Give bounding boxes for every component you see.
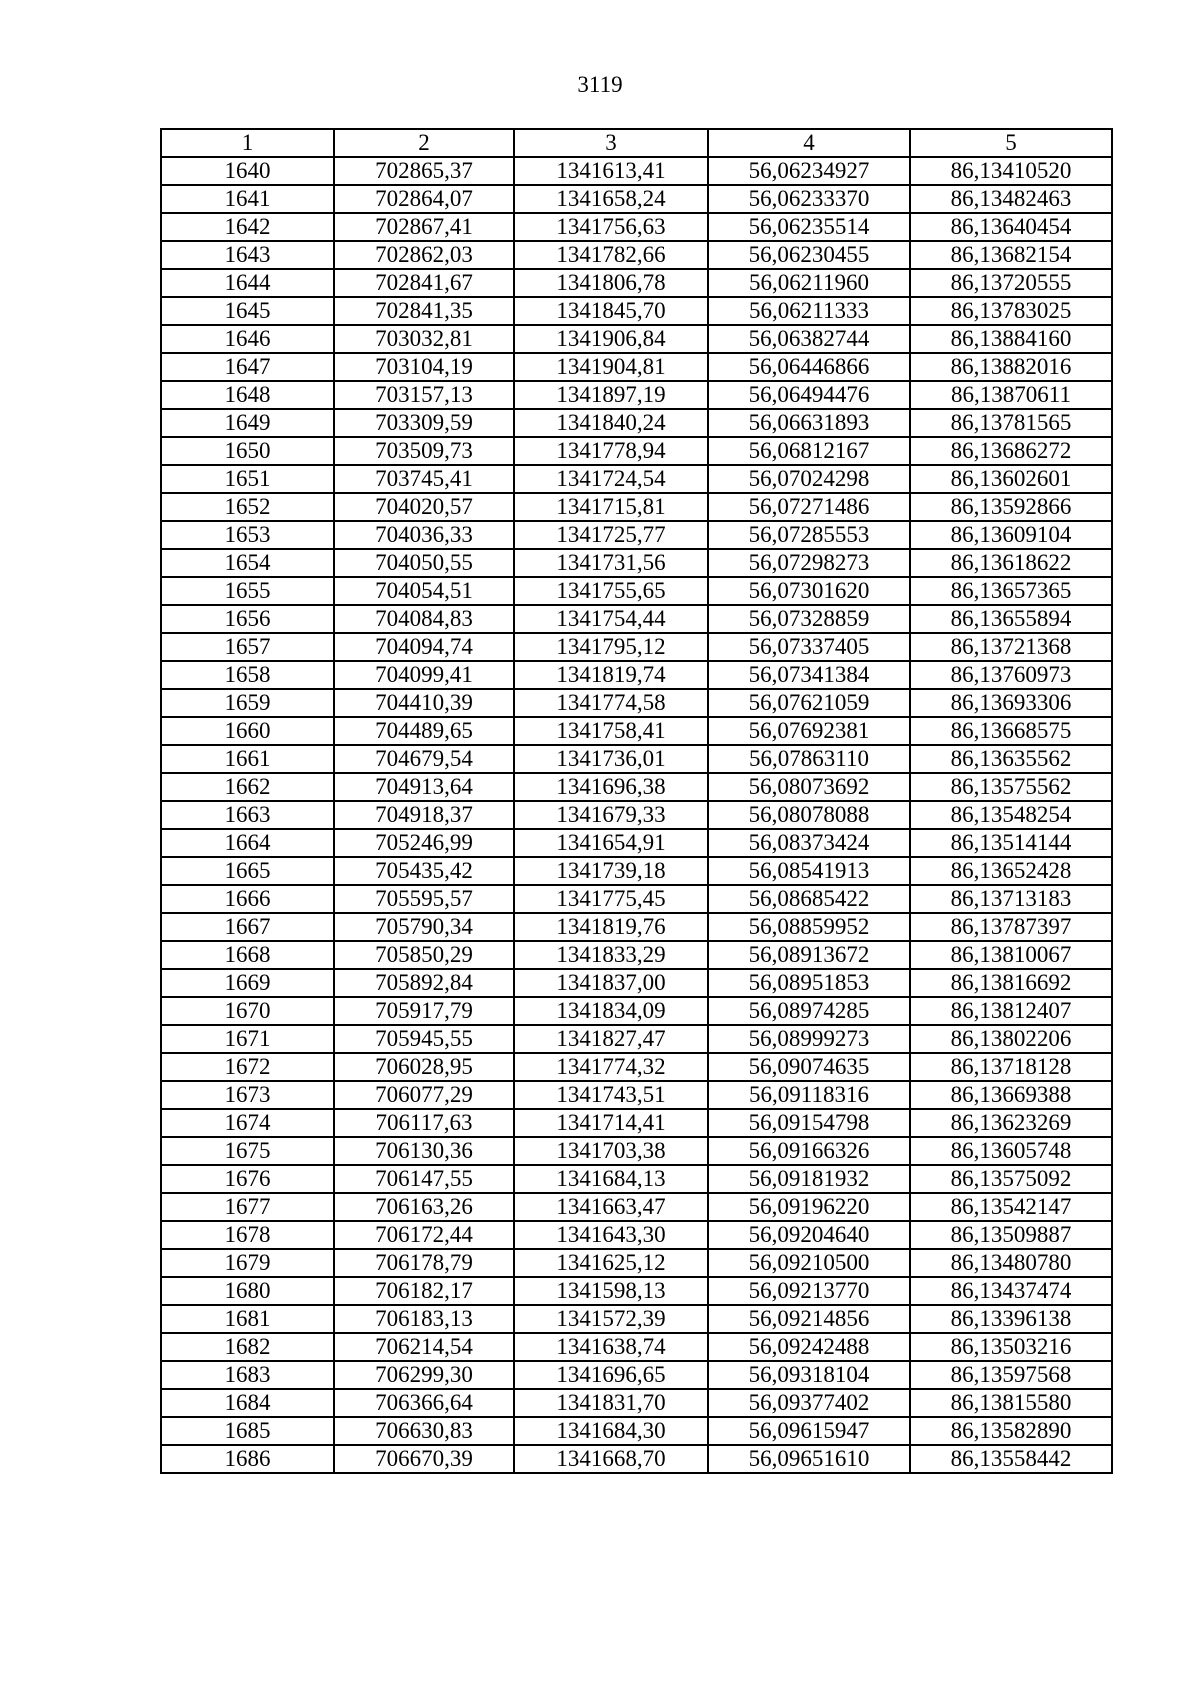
table-cell: 86,13509887 xyxy=(910,1221,1112,1249)
table-cell: 86,13816692 xyxy=(910,969,1112,997)
table-cell: 1640 xyxy=(161,157,334,185)
table-cell: 1341845,70 xyxy=(514,297,708,325)
table-cell: 86,13640454 xyxy=(910,213,1112,241)
table-cell: 56,06235514 xyxy=(708,213,910,241)
table-cell: 1673 xyxy=(161,1081,334,1109)
table-cell: 1341782,66 xyxy=(514,241,708,269)
table-cell: 704050,55 xyxy=(334,549,514,577)
table-cell: 1675 xyxy=(161,1137,334,1165)
table-cell: 704020,57 xyxy=(334,493,514,521)
table-cell: 1677 xyxy=(161,1193,334,1221)
table-cell: 1341819,76 xyxy=(514,913,708,941)
table-row xyxy=(161,1025,1112,1053)
table-cell: 1341833,29 xyxy=(514,941,708,969)
table-cell: 1686 xyxy=(161,1445,334,1473)
table-cell: 1656 xyxy=(161,605,334,633)
table-cell: 56,07692381 xyxy=(708,717,910,745)
table-cell: 706182,17 xyxy=(334,1277,514,1305)
table-cell: 56,08999273 xyxy=(708,1025,910,1053)
table-cell: 1341834,09 xyxy=(514,997,708,1025)
table-cell: 56,08974285 xyxy=(708,997,910,1025)
table-cell: 1341775,45 xyxy=(514,885,708,913)
table-row xyxy=(161,829,1112,857)
table-cell: 1341684,13 xyxy=(514,1165,708,1193)
table-cell: 702865,37 xyxy=(334,157,514,185)
table-row xyxy=(161,605,1112,633)
table-cell: 86,13652428 xyxy=(910,857,1112,885)
table-cell: 1341679,33 xyxy=(514,801,708,829)
table-cell: 1341906,84 xyxy=(514,325,708,353)
table-row xyxy=(161,1137,1112,1165)
table-cell: 706214,54 xyxy=(334,1333,514,1361)
table-cell: 56,09213770 xyxy=(708,1277,910,1305)
table-cell: 56,07341384 xyxy=(708,661,910,689)
table-cell: 1665 xyxy=(161,857,334,885)
table-cell: 1666 xyxy=(161,885,334,913)
column-header: 5 xyxy=(910,129,1112,157)
table-cell: 86,13480780 xyxy=(910,1249,1112,1277)
table-cell: 1684 xyxy=(161,1389,334,1417)
table-cell: 86,13870611 xyxy=(910,381,1112,409)
table-cell: 1661 xyxy=(161,745,334,773)
table-cell: 1685 xyxy=(161,1417,334,1445)
table-cell: 706630,83 xyxy=(334,1417,514,1445)
table-cell: 1678 xyxy=(161,1221,334,1249)
table-cell: 1341904,81 xyxy=(514,353,708,381)
table-cell: 86,13396138 xyxy=(910,1305,1112,1333)
table-cell: 704918,37 xyxy=(334,801,514,829)
table-cell: 86,13542147 xyxy=(910,1193,1112,1221)
table-cell: 706172,44 xyxy=(334,1221,514,1249)
table-cell: 86,13623269 xyxy=(910,1109,1112,1137)
table-row xyxy=(161,297,1112,325)
table-row xyxy=(161,661,1112,689)
table-cell: 703509,73 xyxy=(334,437,514,465)
table-cell: 1651 xyxy=(161,465,334,493)
table-cell: 86,13635562 xyxy=(910,745,1112,773)
table-cell: 56,09181932 xyxy=(708,1165,910,1193)
table-cell: 86,13609104 xyxy=(910,521,1112,549)
table-cell: 1680 xyxy=(161,1277,334,1305)
table-cell: 1341703,38 xyxy=(514,1137,708,1165)
table-cell: 1341774,58 xyxy=(514,689,708,717)
table-cell: 705945,55 xyxy=(334,1025,514,1053)
page-number: 3119 xyxy=(577,72,623,97)
table-cell: 1341725,77 xyxy=(514,521,708,549)
table-cell: 1341625,12 xyxy=(514,1249,708,1277)
table-cell: 1341613,41 xyxy=(514,157,708,185)
table-cell: 1674 xyxy=(161,1109,334,1137)
table-cell: 1341731,56 xyxy=(514,549,708,577)
table-cell: 705790,34 xyxy=(334,913,514,941)
table-cell: 86,13575092 xyxy=(910,1165,1112,1193)
table-row xyxy=(161,241,1112,269)
table-cell: 56,06631893 xyxy=(708,409,910,437)
table-cell: 706117,63 xyxy=(334,1109,514,1137)
table-cell: 56,07863110 xyxy=(708,745,910,773)
table-cell: 1341654,91 xyxy=(514,829,708,857)
table-cell: 705892,84 xyxy=(334,969,514,997)
table-cell: 704489,65 xyxy=(334,717,514,745)
table-row xyxy=(161,969,1112,997)
table-cell: 1341638,74 xyxy=(514,1333,708,1361)
table-cell: 56,06812167 xyxy=(708,437,910,465)
table-cell: 56,09214856 xyxy=(708,1305,910,1333)
table-row xyxy=(161,577,1112,605)
table-cell: 704036,33 xyxy=(334,521,514,549)
table-cell: 86,13503216 xyxy=(910,1333,1112,1361)
table-cell: 1642 xyxy=(161,213,334,241)
table-cell: 86,13597568 xyxy=(910,1361,1112,1389)
table-cell: 86,13815580 xyxy=(910,1389,1112,1417)
table-cell: 1341696,38 xyxy=(514,773,708,801)
table-cell: 56,06233370 xyxy=(708,185,910,213)
table-cell: 1667 xyxy=(161,913,334,941)
table-cell: 1641 xyxy=(161,185,334,213)
table-row xyxy=(161,1193,1112,1221)
table-cell: 86,13657365 xyxy=(910,577,1112,605)
table-cell: 56,08913672 xyxy=(708,941,910,969)
table-cell: 1657 xyxy=(161,633,334,661)
table-cell: 56,07337405 xyxy=(708,633,910,661)
table-cell: 86,13810067 xyxy=(910,941,1112,969)
table-row xyxy=(161,1417,1112,1445)
table-cell: 56,09615947 xyxy=(708,1417,910,1445)
table-row xyxy=(161,997,1112,1025)
table-cell: 1654 xyxy=(161,549,334,577)
table-cell: 1653 xyxy=(161,521,334,549)
table-cell: 705850,29 xyxy=(334,941,514,969)
table-row xyxy=(161,941,1112,969)
table-row xyxy=(161,381,1112,409)
table-cell: 56,08373424 xyxy=(708,829,910,857)
table-cell: 1341739,18 xyxy=(514,857,708,885)
table-cell: 86,13884160 xyxy=(910,325,1112,353)
table-cell: 56,09118316 xyxy=(708,1081,910,1109)
table-cell: 56,08685422 xyxy=(708,885,910,913)
table-cell: 56,07024298 xyxy=(708,465,910,493)
table-cell: 703032,81 xyxy=(334,325,514,353)
table-cell: 1341743,51 xyxy=(514,1081,708,1109)
column-header: 1 xyxy=(161,129,334,157)
table-cell: 86,13693306 xyxy=(910,689,1112,717)
table-cell: 56,09377402 xyxy=(708,1389,910,1417)
table-cell: 1341658,24 xyxy=(514,185,708,213)
table-row xyxy=(161,717,1112,745)
table-cell: 1341774,32 xyxy=(514,1053,708,1081)
table-row xyxy=(161,885,1112,913)
table-cell: 703157,13 xyxy=(334,381,514,409)
table-cell: 1341755,65 xyxy=(514,577,708,605)
table-cell: 1676 xyxy=(161,1165,334,1193)
table-cell: 56,06446866 xyxy=(708,353,910,381)
table-cell: 86,13605748 xyxy=(910,1137,1112,1165)
table-cell: 56,06382744 xyxy=(708,325,910,353)
table-cell: 1650 xyxy=(161,437,334,465)
table-cell: 703745,41 xyxy=(334,465,514,493)
table-row xyxy=(161,549,1112,577)
table-cell: 702841,35 xyxy=(334,297,514,325)
table-cell: 86,13482463 xyxy=(910,185,1112,213)
table-cell: 1341736,01 xyxy=(514,745,708,773)
table-cell: 1341714,41 xyxy=(514,1109,708,1137)
table-cell: 1670 xyxy=(161,997,334,1025)
table-cell: 56,09242488 xyxy=(708,1333,910,1361)
table-cell: 1341696,65 xyxy=(514,1361,708,1389)
table-cell: 86,13548254 xyxy=(910,801,1112,829)
table-cell: 1643 xyxy=(161,241,334,269)
table-cell: 1341897,19 xyxy=(514,381,708,409)
table-cell: 1669 xyxy=(161,969,334,997)
table-row xyxy=(161,1053,1112,1081)
table-row xyxy=(161,1221,1112,1249)
table-row xyxy=(161,269,1112,297)
table-cell: 56,06211333 xyxy=(708,297,910,325)
table-cell: 86,13686272 xyxy=(910,437,1112,465)
table-cell: 86,13618622 xyxy=(910,549,1112,577)
table-cell: 1652 xyxy=(161,493,334,521)
table-body xyxy=(161,157,1112,1473)
table-cell: 1660 xyxy=(161,717,334,745)
table-cell: 1341756,63 xyxy=(514,213,708,241)
table-row xyxy=(161,913,1112,941)
table-row xyxy=(161,1249,1112,1277)
table-cell: 86,13582890 xyxy=(910,1417,1112,1445)
table-cell: 56,09166326 xyxy=(708,1137,910,1165)
table-cell: 56,09074635 xyxy=(708,1053,910,1081)
table-cell: 706077,29 xyxy=(334,1081,514,1109)
table-row xyxy=(161,521,1112,549)
table-row xyxy=(161,437,1112,465)
table-cell: 702841,67 xyxy=(334,269,514,297)
table-cell: 1341806,78 xyxy=(514,269,708,297)
header-row xyxy=(161,129,1112,157)
table-cell: 1668 xyxy=(161,941,334,969)
table-cell: 1659 xyxy=(161,689,334,717)
table-cell: 704084,83 xyxy=(334,605,514,633)
table-cell: 1341754,44 xyxy=(514,605,708,633)
table-cell: 705917,79 xyxy=(334,997,514,1025)
table-cell: 705595,57 xyxy=(334,885,514,913)
table-cell: 703104,19 xyxy=(334,353,514,381)
table-cell: 704913,64 xyxy=(334,773,514,801)
table-cell: 1341684,30 xyxy=(514,1417,708,1445)
table-cell: 86,13655894 xyxy=(910,605,1112,633)
table-cell: 704410,39 xyxy=(334,689,514,717)
table-cell: 86,13682154 xyxy=(910,241,1112,269)
table-cell: 1682 xyxy=(161,1333,334,1361)
table-cell: 86,13721368 xyxy=(910,633,1112,661)
table-row xyxy=(161,1305,1112,1333)
coordinates-table xyxy=(160,128,1113,1474)
table-cell: 86,13720555 xyxy=(910,269,1112,297)
table-row xyxy=(161,1109,1112,1137)
table-cell: 56,09154798 xyxy=(708,1109,910,1137)
table-cell: 56,08859952 xyxy=(708,913,910,941)
table-cell: 56,07285553 xyxy=(708,521,910,549)
table-row xyxy=(161,353,1112,381)
table-cell: 706178,79 xyxy=(334,1249,514,1277)
table-row xyxy=(161,745,1112,773)
table-cell: 56,08541913 xyxy=(708,857,910,885)
table-cell: 1341795,12 xyxy=(514,633,708,661)
table-cell: 56,09318104 xyxy=(708,1361,910,1389)
table-cell: 1341831,70 xyxy=(514,1389,708,1417)
table-cell: 1663 xyxy=(161,801,334,829)
table-row xyxy=(161,1445,1112,1473)
table-cell: 1645 xyxy=(161,297,334,325)
table-cell: 86,13812407 xyxy=(910,997,1112,1025)
table-cell: 86,13713183 xyxy=(910,885,1112,913)
table-cell: 1644 xyxy=(161,269,334,297)
table-header xyxy=(161,129,1112,157)
table-cell: 1341598,13 xyxy=(514,1277,708,1305)
table-cell: 86,13783025 xyxy=(910,297,1112,325)
table-cell: 86,13592866 xyxy=(910,493,1112,521)
table-cell: 705246,99 xyxy=(334,829,514,857)
table-row xyxy=(161,185,1112,213)
table-row xyxy=(161,213,1112,241)
table-row xyxy=(161,325,1112,353)
table-cell: 706163,26 xyxy=(334,1193,514,1221)
table-row xyxy=(161,493,1112,521)
table-cell: 1341827,47 xyxy=(514,1025,708,1053)
table-cell: 1341724,54 xyxy=(514,465,708,493)
table-cell: 1683 xyxy=(161,1361,334,1389)
table-cell: 1646 xyxy=(161,325,334,353)
table-cell: 56,07621059 xyxy=(708,689,910,717)
table-cell: 1341819,74 xyxy=(514,661,708,689)
table-cell: 1341837,00 xyxy=(514,969,708,997)
table-cell: 1341643,30 xyxy=(514,1221,708,1249)
table-row xyxy=(161,1361,1112,1389)
table-row xyxy=(161,857,1112,885)
table-row xyxy=(161,1389,1112,1417)
table-cell: 56,06230455 xyxy=(708,241,910,269)
table-cell: 706299,30 xyxy=(334,1361,514,1389)
table-cell: 1341572,39 xyxy=(514,1305,708,1333)
table-cell: 56,07328859 xyxy=(708,605,910,633)
table-cell: 706028,95 xyxy=(334,1053,514,1081)
table-cell: 56,08073692 xyxy=(708,773,910,801)
table-cell: 706147,55 xyxy=(334,1165,514,1193)
table-cell: 1341758,41 xyxy=(514,717,708,745)
table-cell: 1662 xyxy=(161,773,334,801)
table-cell: 56,06211960 xyxy=(708,269,910,297)
table-cell: 56,07298273 xyxy=(708,549,910,577)
table-cell: 704099,41 xyxy=(334,661,514,689)
column-header: 4 xyxy=(708,129,910,157)
table-cell: 1341668,70 xyxy=(514,1445,708,1473)
table-cell: 86,13514144 xyxy=(910,829,1112,857)
table-cell: 86,13437474 xyxy=(910,1277,1112,1305)
table-cell: 1647 xyxy=(161,353,334,381)
table-cell: 1681 xyxy=(161,1305,334,1333)
table-row xyxy=(161,1333,1112,1361)
table-cell: 86,13781565 xyxy=(910,409,1112,437)
table-cell: 1341663,47 xyxy=(514,1193,708,1221)
column-header: 2 xyxy=(334,129,514,157)
table-cell: 86,13787397 xyxy=(910,913,1112,941)
table-cell: 86,13882016 xyxy=(910,353,1112,381)
table-cell: 703309,59 xyxy=(334,409,514,437)
table-cell: 86,13669388 xyxy=(910,1081,1112,1109)
table-cell: 1679 xyxy=(161,1249,334,1277)
table-cell: 706130,36 xyxy=(334,1137,514,1165)
table-cell: 56,06234927 xyxy=(708,157,910,185)
table-cell: 705435,42 xyxy=(334,857,514,885)
table-row xyxy=(161,409,1112,437)
table-row xyxy=(161,1277,1112,1305)
table-cell: 1341715,81 xyxy=(514,493,708,521)
table-cell: 56,09651610 xyxy=(708,1445,910,1473)
table-cell: 1655 xyxy=(161,577,334,605)
table-row xyxy=(161,1165,1112,1193)
table-cell: 1649 xyxy=(161,409,334,437)
table-cell: 86,13760973 xyxy=(910,661,1112,689)
column-header: 3 xyxy=(514,129,708,157)
table-cell: 1341778,94 xyxy=(514,437,708,465)
table-cell: 704054,51 xyxy=(334,577,514,605)
table-row xyxy=(161,465,1112,493)
table-cell: 1648 xyxy=(161,381,334,409)
table-cell: 706670,39 xyxy=(334,1445,514,1473)
table-row xyxy=(161,1081,1112,1109)
table-cell: 56,06494476 xyxy=(708,381,910,409)
table-row xyxy=(161,801,1112,829)
table-cell: 86,13802206 xyxy=(910,1025,1112,1053)
table-cell: 56,08078088 xyxy=(708,801,910,829)
table-cell: 56,08951853 xyxy=(708,969,910,997)
table-row xyxy=(161,157,1112,185)
table-cell: 702864,07 xyxy=(334,185,514,213)
table-cell: 704094,74 xyxy=(334,633,514,661)
table-cell: 86,13718128 xyxy=(910,1053,1112,1081)
table-cell: 1341840,24 xyxy=(514,409,708,437)
table-row xyxy=(161,633,1112,661)
table-cell: 86,13602601 xyxy=(910,465,1112,493)
table-cell: 86,13575562 xyxy=(910,773,1112,801)
table-cell: 1672 xyxy=(161,1053,334,1081)
table-cell: 702862,03 xyxy=(334,241,514,269)
table-cell: 86,13558442 xyxy=(910,1445,1112,1473)
table-row xyxy=(161,689,1112,717)
table-cell: 86,13668575 xyxy=(910,717,1112,745)
table-cell: 86,13410520 xyxy=(910,157,1112,185)
table-cell: 56,07271486 xyxy=(708,493,910,521)
table-cell: 56,09196220 xyxy=(708,1193,910,1221)
table-cell: 1658 xyxy=(161,661,334,689)
table-cell: 1664 xyxy=(161,829,334,857)
table-cell: 704679,54 xyxy=(334,745,514,773)
table-cell: 56,09204640 xyxy=(708,1221,910,1249)
table-cell: 1671 xyxy=(161,1025,334,1053)
table-cell: 706366,64 xyxy=(334,1389,514,1417)
table-cell: 706183,13 xyxy=(334,1305,514,1333)
table-cell: 56,07301620 xyxy=(708,577,910,605)
table-row xyxy=(161,773,1112,801)
table-cell: 56,09210500 xyxy=(708,1249,910,1277)
table-cell: 702867,41 xyxy=(334,213,514,241)
